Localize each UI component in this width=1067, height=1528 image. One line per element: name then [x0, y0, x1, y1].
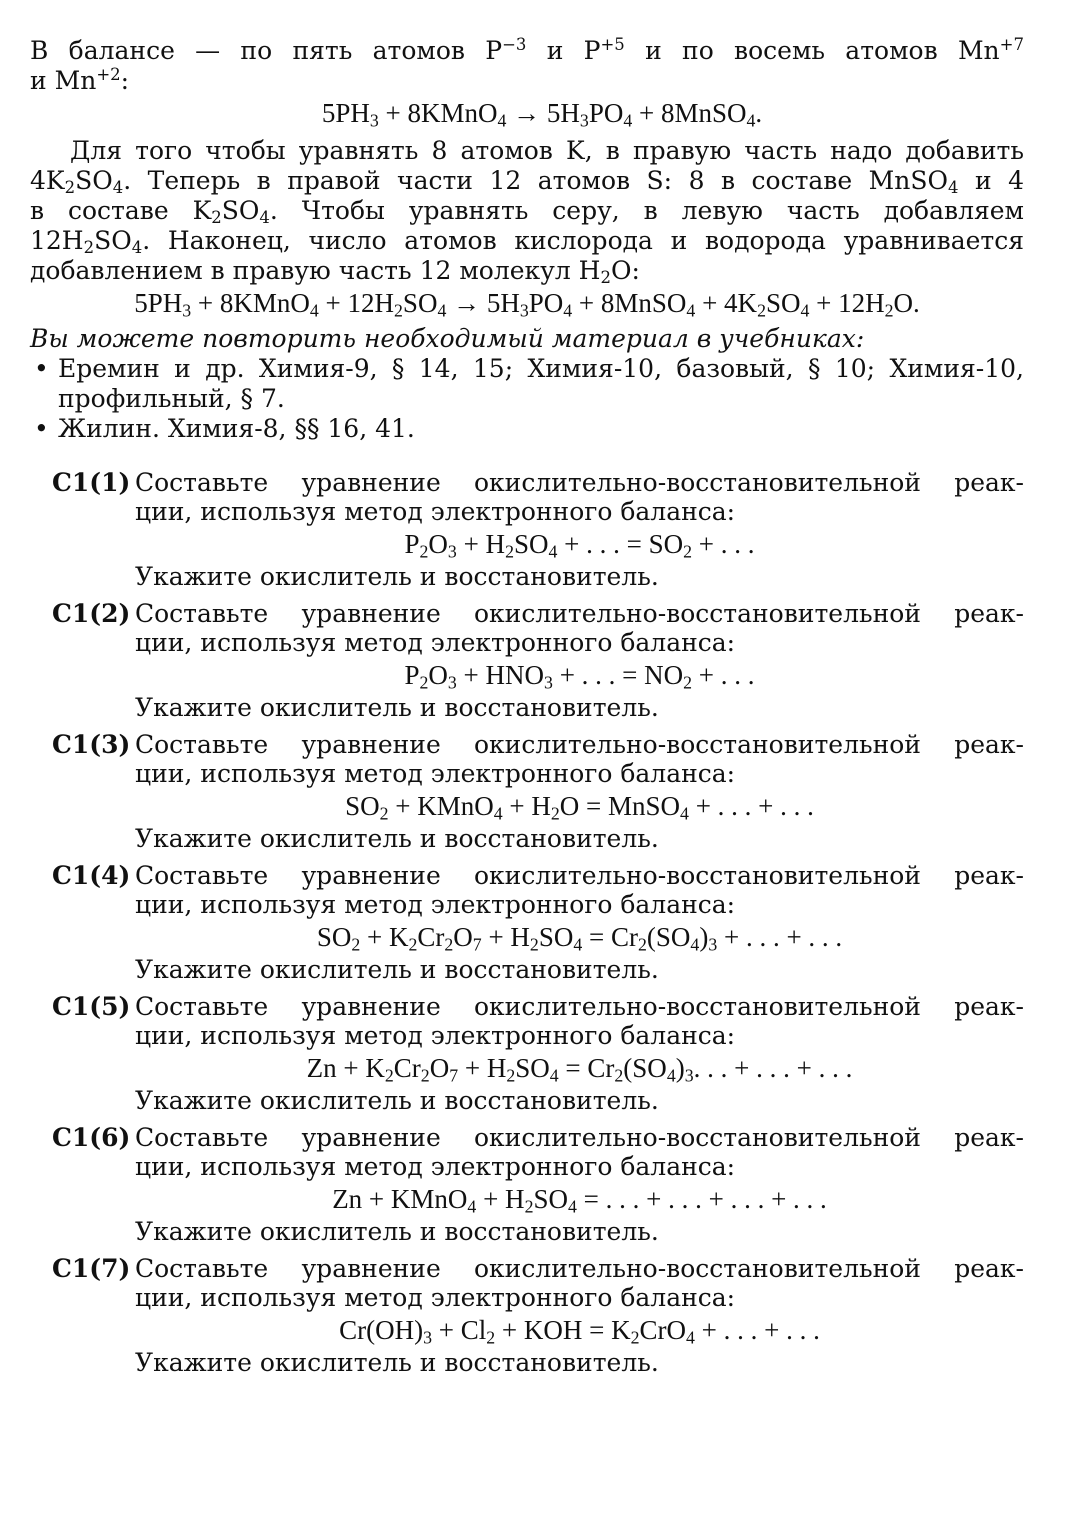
- intro-line-2: и $Mn^{+2}$:: [30, 64, 130, 95]
- intro-line-1: В балансе — по пять атомов $P^{-3}$ и $P^{+5}$ и по восемь атомов $Mn^{+7}$: [30, 34, 1024, 65]
- task-equation: $P_2O_3 + HNO_3$ + . . . = $NO_2$ + . . .: [404, 660, 755, 693]
- references-heading: Вы можете повторить необходимый материал в учебниках:: [30, 324, 865, 353]
- bullet-mark: •: [34, 414, 49, 443]
- task-line-2: ции, используя метод электронного баланса:: [135, 497, 736, 526]
- reference-row: Еремин и др. Химия-9, § 14, 15; Химия-10, базовый, § 10; Химия-10,: [58, 354, 1024, 383]
- para2-line-2: $4K_2SO_4$. Теперь в правой части 12 атомов S: 8 в составе MnSO$_4$ и 4: [30, 166, 1024, 198]
- task-line-1: Составьте уравнение окислительно-восстановительной реак-: [135, 861, 1024, 890]
- task-line-3: Укажите окислитель и восстановитель.: [135, 693, 659, 722]
- task-2: [30, 599, 1024, 722]
- task-equation: $Zn + K_2Cr_2O_7 + H_2SO_4 = Cr_2(SO_4)_3$. . . + . . . + . . .: [306, 1053, 853, 1086]
- task-3: [30, 730, 1024, 853]
- task-line-3: Укажите окислитель и восстановитель.: [135, 955, 659, 984]
- para2-line-4: $12H_2SO_4$. Наконец, число атомов кислорода и водорода уравнивается: [30, 226, 1024, 258]
- task-equation: Zn + KMnO$_4$ + $H_2SO_4$ = . . . + . . . + . . . + . . .: [332, 1184, 827, 1217]
- task-equation: $P_2O_3 + H_2SO_4$ + . . . = $SO_2$ + . . .: [404, 529, 755, 562]
- task-number: C1(2): [52, 599, 131, 628]
- task-line-1: Составьте уравнение окислительно-восстановительной реак-: [135, 468, 1024, 497]
- task-equation: $Cr(OH)_3 + Cl_2$ + KOH = $K_2CrO_4$ + . . . + . . .: [339, 1315, 820, 1348]
- task-equation: $SO_2 + K_2Cr_2O_7 + H_2SO_4 = Cr_2(SO_4)_3$ + . . . + . . .: [316, 922, 843, 955]
- task-line-1: Составьте уравнение окислительно-восстановительной реак-: [135, 730, 1024, 759]
- reference-item: [30, 414, 1024, 444]
- task-number: C1(5): [52, 992, 131, 1021]
- task-line-1: Составьте уравнение окислительно-восстановительной реак-: [135, 1254, 1024, 1283]
- task-1: [30, 468, 1024, 591]
- task-4: [30, 861, 1024, 984]
- task-equation: $SO_2$ + KMnO$_4$ + $H_2O$ = MnSO$_4$ + . . . + . . .: [345, 791, 814, 824]
- task-line-2: ции, используя метод электронного баланса:: [135, 1283, 736, 1312]
- task-line-1: Составьте уравнение окислительно-восстановительной реак-: [135, 992, 1024, 1021]
- reference-row: Жилин. Химия-8, §§ 16, 41.: [58, 414, 415, 443]
- intro-equation: $5PH_3$ + 8KMnO$_4$ → $5H_3PO_4$ + 8MnSO$_4$.: [321, 98, 763, 131]
- task-line-1: Составьте уравнение окислительно-восстановительной реак-: [135, 1123, 1024, 1152]
- task-number: C1(3): [52, 730, 131, 759]
- task-line-3: Укажите окислитель и восстановитель.: [135, 1348, 659, 1377]
- task-line-2: ции, используя метод электронного баланса:: [135, 890, 736, 919]
- para2-line-5: добавлением в правую часть 12 молекул $H_2O$:: [30, 256, 640, 288]
- task-line-2: ции, используя метод электронного баланса:: [135, 628, 736, 657]
- task-line-2: ции, используя метод электронного баланса:: [135, 1152, 736, 1181]
- para2-equation: $5PH_3$ + 8KMnO$_4$ + $12H_2SO_4 \to 5H_3PO_4$ + 8MnSO$_4$ + $4K_2SO_4 + 12H_2O$.: [134, 288, 920, 321]
- para2-line-3: в составе $K_2SO_4$. Чтобы уравнять серу, в левую часть добавляем: [30, 196, 1024, 228]
- task-number: C1(6): [52, 1123, 131, 1152]
- task-7: [30, 1254, 1024, 1377]
- task-list: [30, 468, 1024, 1377]
- task-number: C1(4): [52, 861, 131, 890]
- reference-item: [30, 354, 1024, 414]
- task-line-1: Составьте уравнение окислительно-восстановительной реак-: [135, 599, 1024, 628]
- task-number: C1(1): [52, 468, 131, 497]
- task-line-3: Укажите окислитель и восстановитель.: [135, 824, 659, 853]
- task-number: C1(7): [52, 1254, 131, 1283]
- task-line-3: Укажите окислитель и восстановитель.: [135, 562, 659, 591]
- task-line-2: ции, используя метод электронного баланса:: [135, 759, 736, 788]
- task-6: [30, 1123, 1024, 1246]
- page: [30, 36, 1024, 1377]
- task-line-3: Укажите окислитель и восстановитель.: [135, 1217, 659, 1246]
- task-line-3: Укажите окислитель и восстановитель.: [135, 1086, 659, 1115]
- task-line-2: ции, используя метод электронного баланса:: [135, 1021, 736, 1050]
- task-5: [30, 992, 1024, 1115]
- reference-row: профильный, § 7.: [58, 384, 285, 413]
- para2-line-1: Для того чтобы уравнять 8 атомов K, в правую часть надо добавить: [70, 136, 1024, 165]
- bullet-mark: •: [34, 354, 49, 383]
